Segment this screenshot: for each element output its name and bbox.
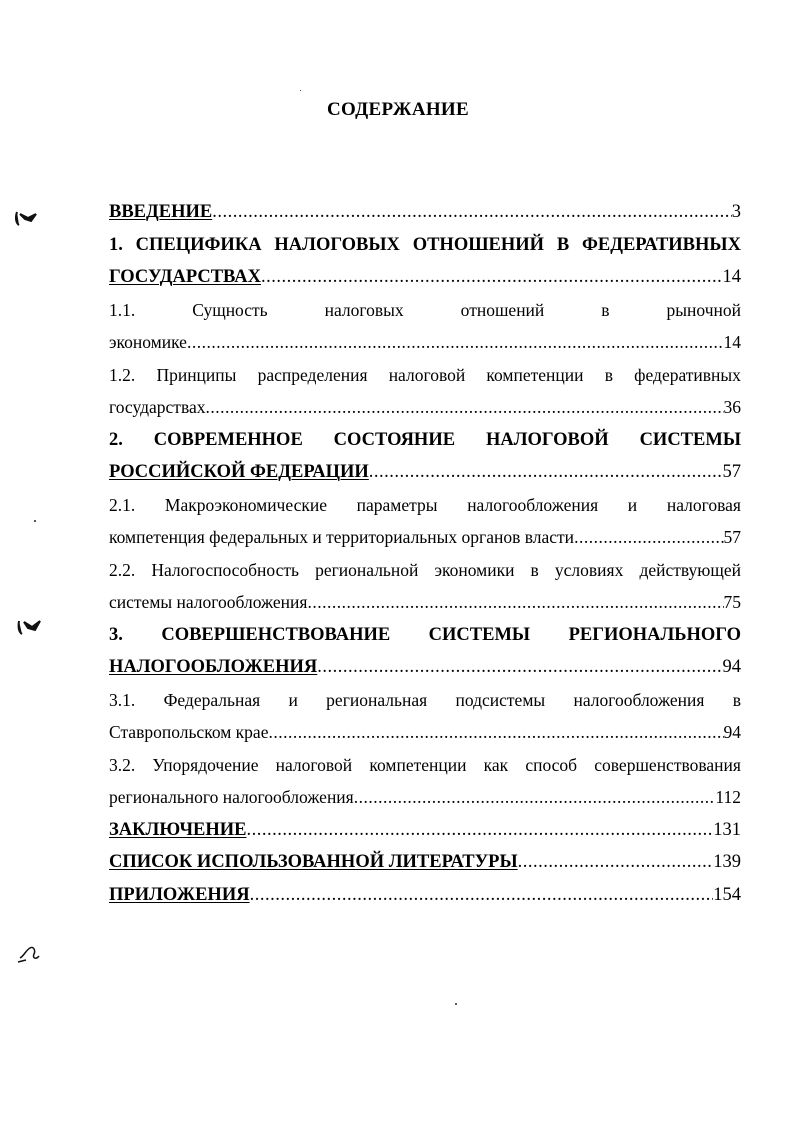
toc-word: компетенции <box>486 364 584 385</box>
toc-word: НАЛОГОВЫХ <box>274 234 400 255</box>
toc-entry-section-2-2-line1 <box>109 554 741 587</box>
toc-word: в <box>530 559 539 580</box>
toc-entry-label: СПИСОК ИСПОЛЬЗОВАННОЙ ЛИТЕРАТУРЫ <box>109 852 518 872</box>
toc-word: Сущность <box>192 299 268 320</box>
scan-speck <box>300 90 301 91</box>
toc-word: отношений <box>460 299 545 320</box>
scan-mark-icon <box>16 942 42 964</box>
toc-entry-page: 14 <box>722 267 741 287</box>
toc-word: и <box>288 689 298 710</box>
toc-word: СОВРЕМЕННОЕ <box>153 429 303 450</box>
toc-word: распределения <box>257 364 368 385</box>
toc-word: как <box>483 754 509 775</box>
dot-leader <box>307 586 723 619</box>
toc-word: подсистемы <box>455 689 546 710</box>
dot-leader <box>206 391 724 424</box>
dot-leader <box>261 261 723 294</box>
toc-entry-label: РОССИЙСКОЙ ФЕДЕРАЦИИ <box>109 462 369 482</box>
toc-entry-label: ЗАКЛЮЧЕНИЕ <box>109 819 247 840</box>
toc-word: ФЕДЕРАТИВНЫХ <box>581 234 741 255</box>
scan-mark-icon <box>16 616 44 638</box>
toc-entry-section-3-1-line1 <box>109 684 741 717</box>
toc-entry-chapter-2-line2 <box>109 456 741 489</box>
toc-word: Макроэкономические <box>164 494 327 515</box>
toc-entry-page: 112 <box>715 787 741 807</box>
toc-entry-section-1-1-line2 <box>109 326 741 359</box>
toc-entry-section-2-2-line2 <box>109 586 741 619</box>
toc-word: 1.1. <box>109 299 136 320</box>
toc-entry-label: Ставропольском крае <box>109 722 269 742</box>
toc-entry-bibliography <box>109 846 741 879</box>
toc-word: совершенствования <box>594 754 741 775</box>
toc-entry-label: ГОСУДАРСТВАХ <box>109 267 261 287</box>
toc-word: федеративных <box>634 364 741 385</box>
toc-word: НАЛОГОВОЙ <box>485 429 609 450</box>
dot-leader <box>317 651 722 684</box>
dot-leader <box>369 456 723 489</box>
toc-entry-label: экономике <box>109 332 187 352</box>
toc-word: налоговых <box>324 299 404 320</box>
toc-entry-page: 3 <box>731 202 741 222</box>
toc-word: условиях <box>554 559 624 580</box>
toc-word: 3.2. <box>109 754 136 775</box>
toc-word: экономики <box>434 559 515 580</box>
toc-word: налогообложения <box>573 689 705 710</box>
toc-entry-chapter-2-line1 <box>109 424 741 457</box>
toc-entry-chapter-3-line2 <box>109 651 741 684</box>
toc-word: региональная <box>326 689 428 710</box>
toc-entry-chapter-1-line1 <box>109 229 741 262</box>
toc-word: налогообложения <box>467 494 599 515</box>
toc-entry-appendices <box>109 879 741 912</box>
toc-entry-page: 57 <box>722 462 741 482</box>
toc-word: СИСТЕМЫ <box>639 429 741 450</box>
toc-entry-conclusion <box>109 814 741 847</box>
toc-word: налоговой <box>388 364 466 385</box>
toc-entry-chapter-3-line1 <box>109 619 741 652</box>
toc-entry-label: ПРИЛОЖЕНИЯ <box>109 884 250 905</box>
toc-word: СОСТОЯНИЕ <box>333 429 456 450</box>
dot-leader <box>354 781 716 814</box>
dot-leader <box>574 521 723 554</box>
dot-leader <box>268 716 723 749</box>
dot-leader <box>212 196 732 229</box>
toc-entry-introduction <box>109 196 741 229</box>
toc-entry-page: 36 <box>723 397 741 417</box>
toc-entry-page: 57 <box>723 527 741 547</box>
toc-word: действующей <box>639 559 741 580</box>
toc-entry-section-1-2-line1 <box>109 359 741 392</box>
toc-word: в <box>601 299 610 320</box>
toc-entry-section-1-1-line1 <box>109 294 741 327</box>
toc-word: 3. <box>109 624 123 645</box>
toc-entry-label: государствах <box>109 397 206 417</box>
dot-leader <box>250 879 714 912</box>
toc-entry-section-2-1-line2 <box>109 521 741 554</box>
toc-word: и <box>627 494 638 515</box>
scan-mark-icon <box>14 208 40 228</box>
toc-entry-page: 139 <box>713 852 741 872</box>
toc-word: параметры <box>356 494 438 515</box>
toc-entry-page: 75 <box>723 592 741 612</box>
table-of-contents <box>109 196 741 911</box>
toc-word: Принципы <box>156 364 237 385</box>
toc-entry-section-3-2-line1 <box>109 749 741 782</box>
dot-leader <box>247 814 714 847</box>
toc-entry-label: компетенция федеральных и территориальных органов власти <box>109 527 575 547</box>
toc-word: региональной <box>315 559 419 580</box>
toc-word: Упорядочение <box>152 754 259 775</box>
toc-word: 1. <box>109 234 123 255</box>
toc-entry-section-2-1-line1 <box>109 489 741 522</box>
toc-word: Федеральная <box>163 689 261 710</box>
toc-entry-label: НАЛОГООБЛОЖЕНИЯ <box>109 657 318 677</box>
toc-entry-label: регионального налогообложения <box>109 787 354 807</box>
toc-word: ОТНОШЕНИЙ <box>412 234 545 255</box>
dot-leader <box>518 846 714 879</box>
toc-word: компетенции <box>369 754 467 775</box>
scan-speck <box>455 1003 457 1005</box>
toc-entry-page: 94 <box>722 657 741 677</box>
toc-word: 2. <box>109 429 123 450</box>
toc-entry-page: 94 <box>723 722 741 742</box>
toc-word: 1.2. <box>109 364 136 385</box>
toc-entry-page: 14 <box>723 332 741 352</box>
toc-word: рыночной <box>666 299 741 320</box>
toc-word: налоговая <box>666 494 741 515</box>
toc-word: 2.1. <box>109 494 136 515</box>
toc-word: Налогоспособность <box>151 559 299 580</box>
toc-entry-page: 154 <box>713 884 741 905</box>
page-title: СОДЕРЖАНИЕ <box>327 99 469 120</box>
toc-word: СОВЕРШЕНСТВОВАНИЕ <box>161 624 391 645</box>
toc-entry-label: системы налогообложения <box>109 592 308 612</box>
toc-entry-section-3-2-line2 <box>109 781 741 814</box>
toc-word: 2.2. <box>109 559 136 580</box>
toc-entry-section-3-1-line2 <box>109 716 741 749</box>
toc-word: в <box>604 364 613 385</box>
dot-leader <box>187 326 724 359</box>
toc-word: СПЕЦИФИКА <box>135 234 262 255</box>
toc-entry-chapter-1-line2 <box>109 261 741 294</box>
toc-entry-label: ВВЕДЕНИЕ <box>109 202 213 222</box>
scan-speck <box>34 520 36 522</box>
toc-entry-section-1-2-line2 <box>109 391 741 424</box>
toc-word: В <box>556 234 570 255</box>
toc-word: РЕГИОНАЛЬНОГО <box>568 624 741 645</box>
toc-word: в <box>732 689 741 710</box>
toc-word: СИСТЕМЫ <box>428 624 531 645</box>
toc-word: налоговой <box>275 754 353 775</box>
toc-word: способ <box>525 754 578 775</box>
toc-word: 3.1. <box>109 689 136 710</box>
toc-entry-page: 131 <box>713 819 741 840</box>
